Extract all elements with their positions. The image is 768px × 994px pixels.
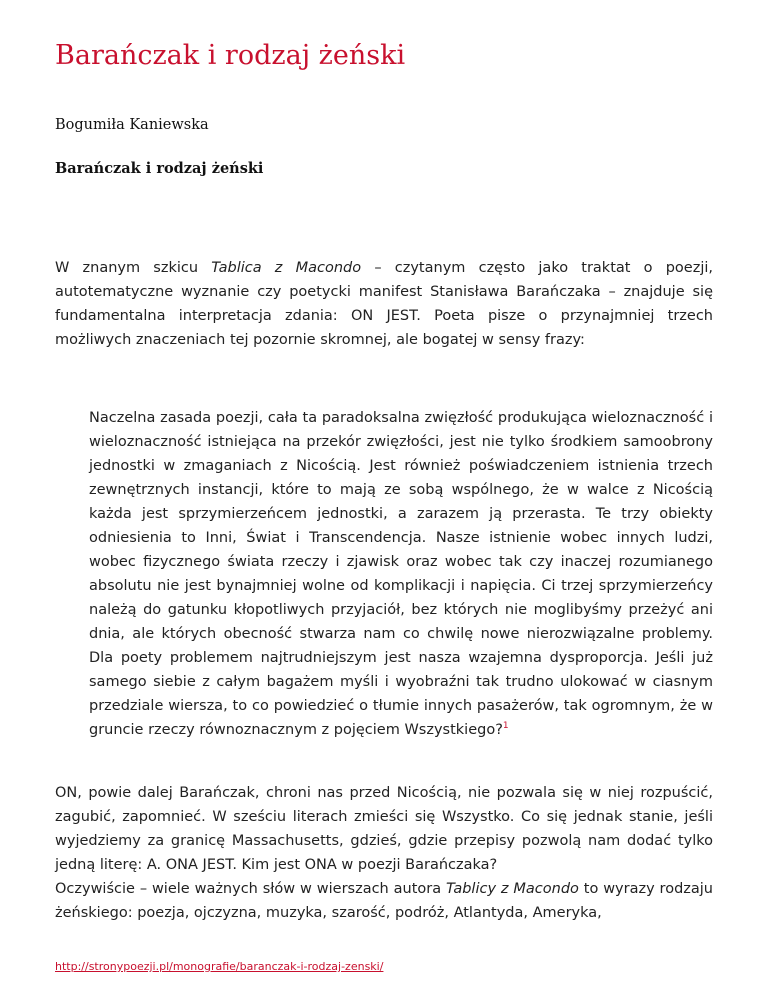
source-url-link[interactable]: http://stronypoezji.pl/monografie/baranczak-i-rodzaj-zenski/: [55, 960, 384, 973]
work-title-emphasis: Tablica z Macondo: [211, 260, 362, 276]
author-name: Bogumiła Kaniewska: [55, 117, 209, 133]
paragraph-intro: [55, 256, 713, 352]
paragraph-third-text-1: Oczywiście – wiele ważnych słów w wierszach autora: [55, 881, 446, 897]
block-quote-text: Naczelna zasada poezji, cała ta paradoksalna zwięzłość produkująca wieloznaczność i wieloznaczność istniejąca na przekór zwięzłości, jest nie tylko środkiem samoobrony jednostki w zmaganiach z Nicością. Jest również poświadczeniem istnienia trzech zewnętrznych instancji, które to mają ze sobą wspólnego, że w walce z Nicością każda jest sprzymierzeńcem jednostki, a zarazem ją przerasta. Te trzy obiekty odniesienia to Inni, Świat i Transcendencja. Nasze istnienie wobec innych ludzi, wobec fizycznego świata rzeczy i zjawisk oraz wobec tak czy inaczej rozumianego absolutu nie jest bynajmniej wolne od komplikacji i napięcia. Ci trzej sprzymierzeńcy należą do gatunku kłopotliwych przyjaciół, bez których nie moglibyśmy przeżyć ani dnia, ale których obecność stwarza nam co chwilę nowe nierozwiązalne problemy. Dla poety problemem najtrudniejszym jest nasza wzajemna dysproporcja. Jeśli już samego siebie z całym bagażem myśli i wyobraźni tak trudno ulokować w ciasnym przedziale wiersza, to co powiedzieć o tłumie innych pasażerów, tak ogromnym, że w gruncie rzeczy równoznacznym z pojęciem Wszystkiego?: [89, 410, 713, 738]
article-subtitle: Barańczak i rodzaj żeński: [55, 160, 264, 177]
paragraph-third: [55, 877, 713, 925]
paragraph-intro-text-1: W znanym szkicu: [55, 260, 212, 276]
page-title: Barańczak i rodzaj żeński: [55, 40, 406, 71]
work-title-emphasis-2: Tablicy z Macondo: [445, 881, 579, 897]
paragraph-intro-text-2: – czytanym często jako traktat o poezji, autotematyczne wyznanie czy poetycki manifest Stanisława Barańczaka – znajduje się fundamentalna interpretacja zdania: ON JEST. Poeta pisze o przynajmniej trzech możliwych znaczeniach tej pozornie skromnej, ale bogatej w sensy frazy:: [55, 260, 713, 348]
footnote-link[interactable]: 1: [502, 721, 509, 732]
block-quote: [89, 406, 713, 742]
paragraph-second: ON, powie dalej Barańczak, chroni nas przed Nicością, nie pozwala się w niej rozpuścić, zagubić, zapomnieć. W sześciu literach zmieści się Wszystko. Co się jednak stanie, jeśli wyjedziemy za granicę Massachusetts, gdzieś, gdzie przepisy pozwolą nam dodać tylko jedną literę: A. ONA JEST. Kim jest ONA w poezji Barańczaka?: [55, 785, 713, 873]
paragraph-third-text-2: to wyrazy rodzaju żeńskiego: poezja, ojczyzna, muzyka, szarość, podróż, Atlantyda, Ameryka,: [55, 881, 713, 921]
